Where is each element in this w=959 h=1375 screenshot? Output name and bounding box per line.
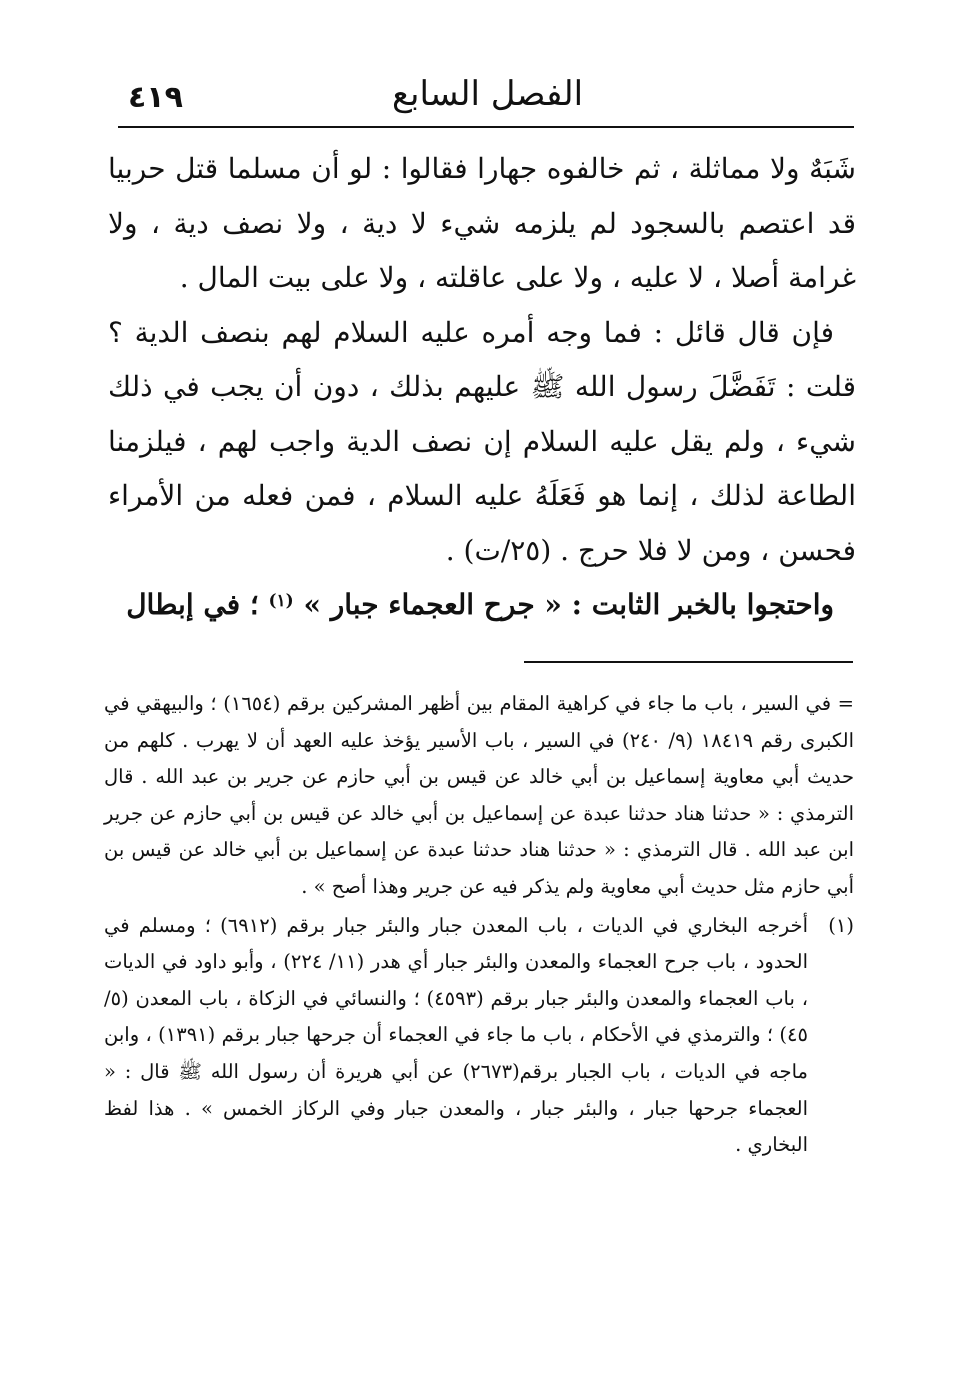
paragraph-3 <box>108 578 856 633</box>
page-number: ٤١٩ <box>128 80 183 115</box>
footnote-reference: (١) <box>268 591 294 611</box>
paragraph-2: فإن قال قائل : فما وجه أمره عليه السلام لهم بنصف الدية ؟ قلت : تَفَضَّلَ رسول الله ﷺ عليهم بذلك ، دون أن يجب في ذلك شيء ، ولم يقل عليه السلام إن نصف الدية واجب لهم ، فيلزمنا الطاعة لذلك ، إنما هو فَعَلَهُ عليه السلام ، فمن فعله من الأمراء فحسن ، ومن لا فلا حرج . (٢٥/ت) . <box>108 315 856 567</box>
header-divider <box>118 126 854 128</box>
chapter-title: الفصل السابع <box>391 74 584 114</box>
main-text <box>108 142 856 633</box>
paragraph-3-text: واحتجوا بالخبر الثابت : « جرح العجماء جبار » <box>303 588 834 621</box>
footnote-1-text: أخرجه البخاري في الديات ، باب المعدن جبار والبئر جبار برقم (٦٩١٢) ؛ ومسلم في الحدود ، باب جرح العجماء والمعدن والبئر جبار أي هدر (١١/ ٢٢٤) ، وأبو داود في الديات ، باب العجماء والمعدن والبئر جبار برقم (٤٥٩٣) ؛ والنسائي في الزكاة ، باب المعدن (٥/ ٤٥) ؛ والترمذي في الأحكام ، باب ما جاء في العجماء أن جرحها جبار برقم (١٣٩١) ، وابن ماجه في الديات ، باب الجبار برقم(٢٦٧٣) عن أبي هريرة أن رسول الله ﷺ قال : « العجماء جرحها جبار ، والبئر جبار ، والمعدن جبار وفي الركاز الخمس » . هذا لفظ البخاري . <box>104 913 808 1157</box>
footnote-continuation: = في السير ، باب ما جاء في كراهية المقام بين أظهر المشركين برقم (١٦٥٤) ؛ والبيهقي في الكبرى رقم ١٨٤١٩ (٩/ ٢٤٠) في السير ، باب الأسير يؤخذ عليه العهد أن لا يهرب . كلهم من حديث أبي معاوية إسماعيل بن أبي خالد عن قيس بن أبي حازم عن جرير بن عبد الله . قال الترمذي : « حدثنا هناد حدثنا عبدة عن إسماعيل بن أبي خالد عن قيس بن أبي حازم عن جرير ابن عبد الله . قال الترمذي : « حدثنا هناد حدثنا عبدة عن إسماعيل بن أبي خالد عن قيس بن أبي حازم مثل حديث أبي معاوية ولم يذكر فيه عن جرير وهذا أصح » . <box>104 692 854 898</box>
footnotes <box>104 686 854 1164</box>
paragraph-1: شَبَهٌ ولا مماثلة ، ثم خالفوه جهارا فقالوا : لو أن مسلما قتل حربيا قد اعتصم بالسجود لم يلزمه شيء لا دية ، ولا نصف دية ، ولا غرامة أصلا ، لا عليه ، ولا على عاقلته ، ولا على بيت المال . <box>108 152 856 294</box>
paragraph-3-tail: ؛ في إبطال <box>126 588 259 621</box>
page-header <box>120 72 855 122</box>
footnote-1-number: (١) <box>828 913 854 937</box>
footnote-1 <box>104 908 854 1164</box>
footnote-divider <box>524 661 853 663</box>
